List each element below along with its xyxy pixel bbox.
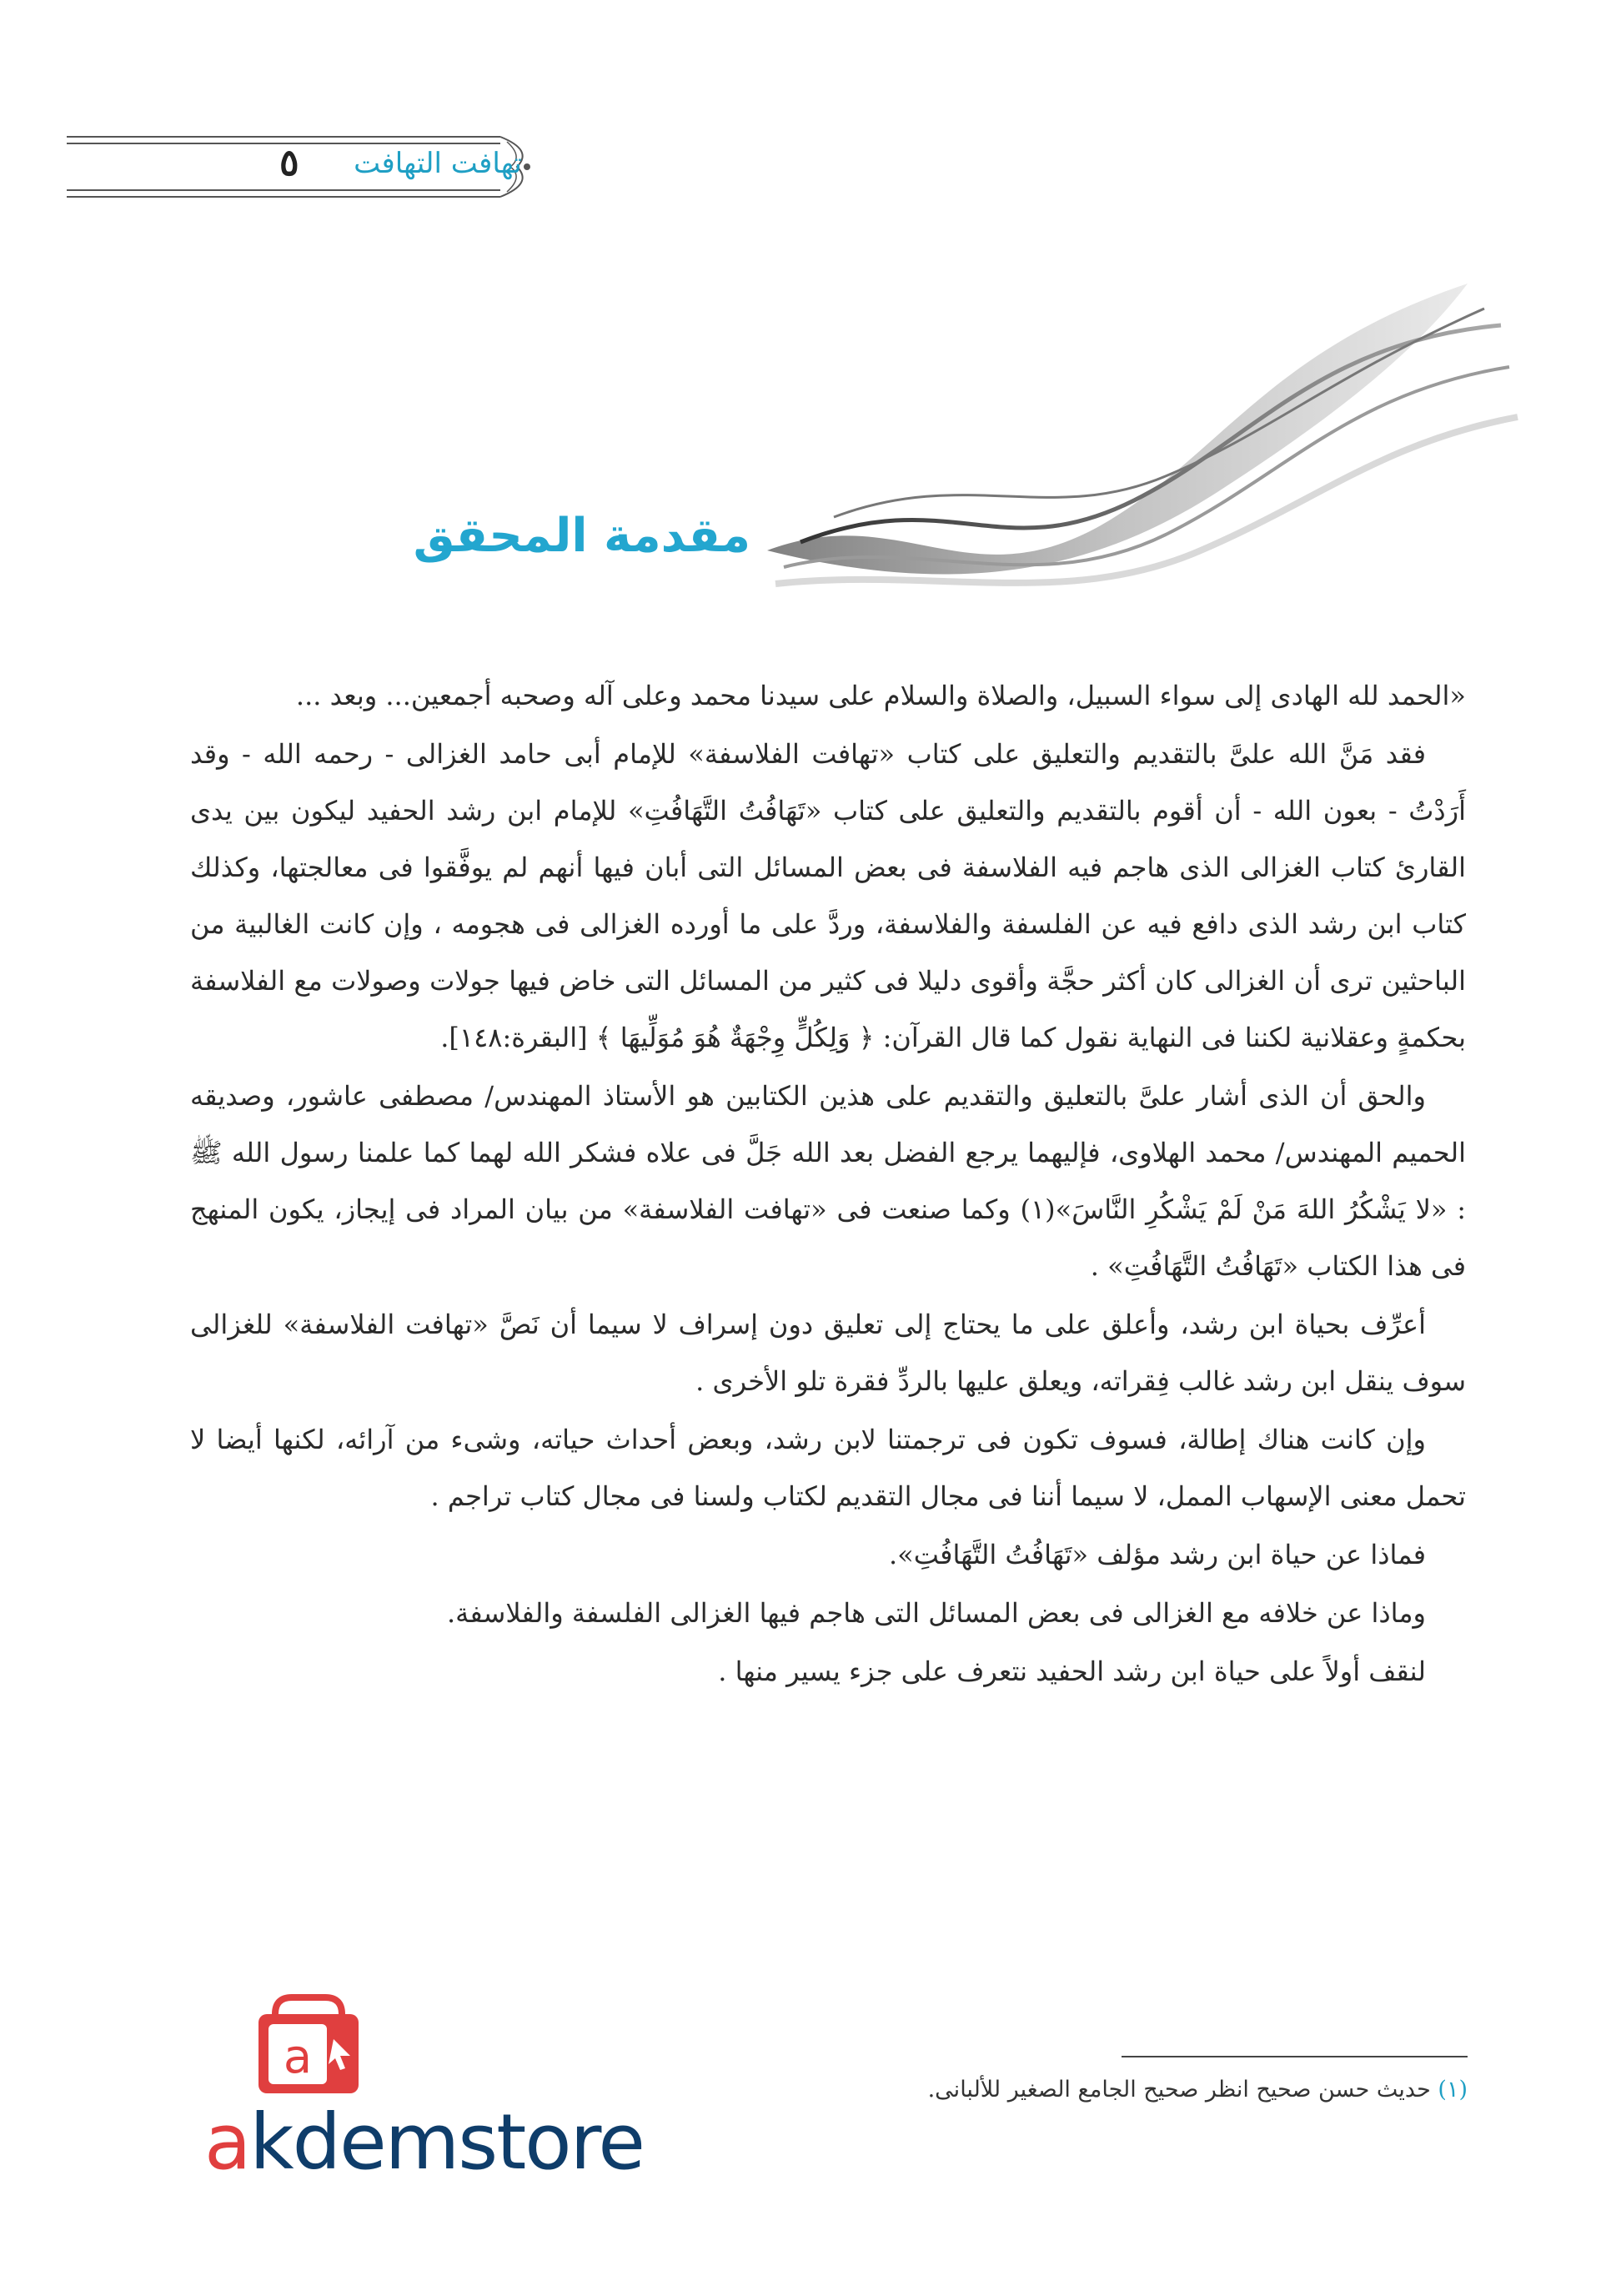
running-header — [67, 125, 534, 208]
chapter-title: مقدمة المحقق — [413, 509, 750, 563]
footnote — [817, 2077, 1468, 2103]
paragraph-question-dispute: وماذا عن خلافه مع الغزالى فى بعض المسائل التى هاجم فيها الغزالى الفلسفة والفلاسفة. — [447, 1597, 1426, 1629]
paragraph-transition: لنقف أولاً على حياة ابن رشد الحفيد نتعرف على جزء يسير منها . — [718, 1655, 1426, 1687]
paragraph-question-life: فماذا عن حياة ابن رشد مؤلف «تَهَافُتُ التَّهَافُتِ». — [888, 1539, 1426, 1570]
akdemstore-logo — [204, 1989, 667, 2206]
paragraph-biography-note: وإن كانت هناك إطالة، فسوف تكون فى ترجمتنا لابن رشد، وبعض أحداث حياته، وشىء من آرائه، لكنها أيضا لا تحمل معنى الإسهاب الممل، لا سيما أننا فى مجال التقديم لكتاب ولسنا فى مجال كتاب تراجم . — [190, 1424, 1466, 1512]
paragraph-intro: فقد مَنَّ الله علىَّ بالتقديم والتعليق على كتاب «تهافت الفلاسفة» للإمام أبى حامد الغزالى - رحمه الله - وقد أَرَدْتُ - بعون الله - أن أقوم بالتقديم والتعليق على كتاب «تَهَافُتُ التَّهَافُتِ» للإمام ابن رشد الحفيد ليكون بين يدى القارئ كتاب الغزالى الذى هاجم فيه الفلاسفة فى بعض المسائل التى أبان فيها أنهم لم يوفَّقوا فى معالجتها، وكذلك كتاب ابن رشد الذى دافع فيه عن الفلسفة والفلاسفة، وردَّ على ما أورده الغزالى فى هجومه ، وإن كانت الغالبية من الباحثين ترى أن الغزالى كان أكثر حجَّة وأقوى دليلا فى كثير من المسائل التى خاض فيها جولات وصولات مع الفلاسفة بحكمةٍ وعقلانية لكننا فى النهاية نقول كما قال القرآن: ﴿ وَلِكُلٍّ وِجْهَةٌ هُوَ مُوَلِّيهَا ﴾ [البقرة:١٤٨]. — [190, 738, 1467, 1053]
logo-wordmark — [204, 2098, 667, 2187]
logo-brand-rest: kdemstore — [249, 2098, 644, 2187]
footnote-number: (١) — [1438, 2077, 1468, 2103]
logo-letter-a: a — [204, 2098, 250, 2187]
footnote-rule — [1122, 2056, 1468, 2057]
paragraph-acknowledgement: والحق أن الذى أشار علىَّ بالتعليق والتقديم على هذين الكتابين هو الأستاذ المهندس/ مصطفى عاشور، وصديقه الحميم المهندس/ محمد الهلاوى، فإليهما يرجع الفضل بعد الله جَلَّ فى علاه فشكر الله لهما كما علمنا رسول الله ﷺ : «لا يَشْكُرُ اللهَ مَنْ لَمْ يَشْكُرِ النَّاسَ»(١) وكما صنعت فى «تهافت الفلاسفة» من بيان المراد فى إيجاز، يكون المنهج فى هذا الكتاب «تَهَافُتُ التَّهَافُتِ» . — [190, 1080, 1467, 1282]
badge-letter: a — [283, 2030, 313, 2084]
body-text — [190, 667, 1466, 1701]
paragraph-method: أعرِّف بحياة ابن رشد، وأعلق على ما يحتاج إلى تعليق دون إسراف لا سيما أن نَصَّ «تهافت الفلاسفة» للغزالى سوف ينقل ابن رشد غالب فِقراته، ويعلق عليها بالردِّ فقرة تلو الأخرى . — [190, 1309, 1466, 1397]
page-number: ٥ — [279, 142, 299, 184]
footnote-text: حديث حسن صحيح انظر صحيح الجامع الصغير للألبانى. — [927, 2077, 1431, 2103]
book-badge-icon — [242, 1989, 375, 2098]
paragraph-opening: «الحمد لله الهادى إلى سواء السبيل، والصلاة والسلام على سيدنا محمد وعلى آله وصحبه أجمعين... وبعد ... — [295, 680, 1466, 711]
decorative-ribbon — [750, 250, 1526, 634]
running-header-title: تهافت التهافت — [354, 147, 522, 180]
